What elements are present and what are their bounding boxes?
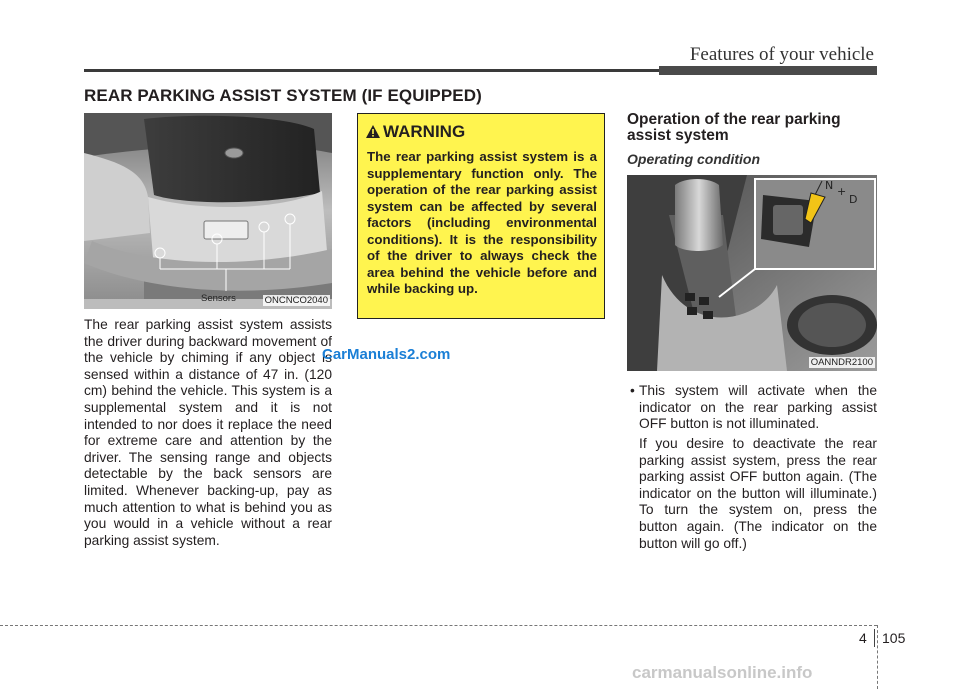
section-title: REAR PARKING ASSIST SYSTEM (IF EQUIPPED) [84, 86, 482, 105]
rear-vehicle-illustration [84, 113, 332, 309]
warning-text: The rear parking assist system is a supplementary function only. The operation of the rear parking assist system can be affected by several factors (including environmental conditions). It is the responsibility of the driver to always check the area behind the vehicle before and while backing up. [367, 149, 597, 296]
warning-title: WARNING [383, 122, 466, 141]
page-number: 105 [882, 630, 906, 646]
operation-title [627, 112, 841, 144]
footer-rule [0, 625, 877, 626]
svg-text:+: + [837, 185, 847, 198]
rear-sensors-figure [84, 113, 332, 309]
svg-text:N: N [825, 179, 834, 192]
warning-triangle-icon [365, 124, 381, 144]
svg-text:D: D [849, 193, 858, 206]
intro-paragraph: The rear parking assist system assists the driver during backward movement of the vehicle by chiming if any object is sensed within a distance of 47 in. (120 cm) behind the vehicle. This system is a supplemental system and it is not intended to nor does it replace the need for extreme care and attention by the driver. The sensing range and objects detectable by the back sensors are limited. Whenever backing-up, pay as much attention to what is behind you as you would in a vehicle without a rear parking assist system. [84, 317, 332, 548]
figure-code: ONCNCO2040 [264, 295, 328, 306]
operation-subtitle: Operating condition [627, 151, 760, 167]
bullet-text: This system will activate when the indicator on the rear parking assist OFF button is not illuminated. [639, 383, 877, 432]
page-divider [874, 629, 875, 647]
parking-assist-button-figure [627, 175, 877, 371]
header-section-title: Features of your vehicle [689, 44, 874, 65]
operation-title-line1: Operation of the rear parking [627, 111, 841, 128]
footer-vertical-rule [877, 625, 878, 689]
bullet-dot-icon: • [630, 383, 635, 398]
watermark: CarManuals2.com [322, 346, 451, 363]
header-rule [84, 69, 659, 72]
figure-code: OANNDR2100 [810, 357, 873, 368]
bullet-item [627, 383, 877, 433]
console-illustration [627, 175, 877, 371]
warning-box [357, 113, 605, 319]
operation-title-line2: assist system [627, 127, 729, 144]
sensors-label: Sensors [201, 293, 236, 304]
deactivate-paragraph: If you desire to deactivate the rear parking assist system, press the rear parking assist OFF button again. (The indicator on the button will illuminate.) To turn the system on, press the button again. (The indicator on the button will go off.) [639, 436, 877, 551]
header-bar [659, 66, 877, 75]
footer-site-watermark: carmanualsonline.info [632, 663, 813, 682]
chapter-number: 4 [859, 630, 867, 646]
